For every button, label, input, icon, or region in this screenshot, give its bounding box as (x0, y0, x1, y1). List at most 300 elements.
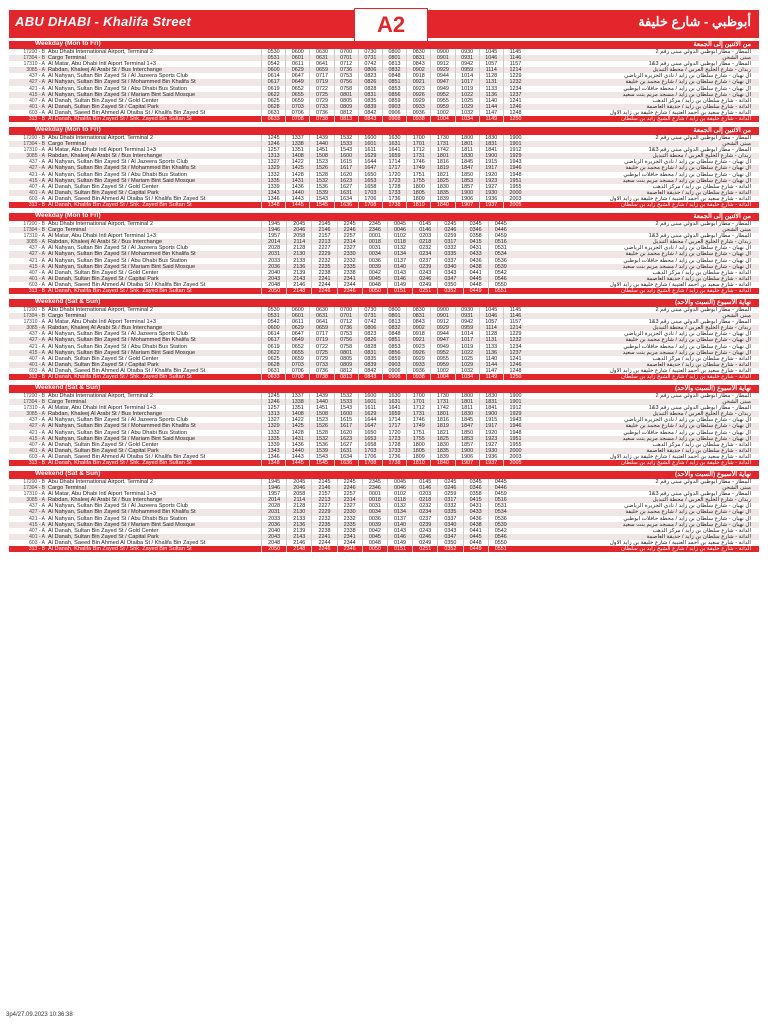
departure-time: 1937 (479, 460, 503, 466)
departure-time: 0931 (455, 55, 479, 61)
departure-time: 0239 (412, 522, 437, 528)
stop-name-ar: المطار - مطار أبوظبي الدولي مبنى رقم 2 (655, 479, 751, 485)
departure-time: 1644 (358, 159, 382, 165)
departure-time: 1617 (334, 423, 358, 429)
departure-time: 1214 (503, 325, 527, 331)
departure-time: 1133 (479, 344, 503, 350)
stop-name-ar: ربدان - شارع الخليج العربي / محطة التبديل (652, 497, 751, 504)
departure-time: 1839 (430, 196, 454, 202)
stop-name: Al Danah, Saeed Bin Ahmed Al Otaiba St / Khalifa Bin Zayed St (48, 367, 206, 374)
stop-name: Al Nahyan, Sultan Bin Zayed St / Mohammed Bin Khalifa St (48, 509, 196, 516)
departure-time: 2332 (337, 516, 362, 522)
departure-time: 1930 (479, 448, 503, 454)
departure-time: 1650 (358, 172, 382, 178)
stop-name: Al Danah, Khalifa Bin Zayed St / Shk. Zayed Bin Sultan St (48, 116, 192, 123)
departure-time: 1644 (358, 417, 382, 423)
departure-time: 0239 (412, 264, 437, 270)
departure-time: 0551 (488, 546, 513, 552)
departure-time: 1532 (334, 393, 358, 399)
departure-time: 0826 (358, 79, 382, 85)
departure-time: 0358 (463, 233, 488, 239)
departure-time: 1658 (358, 442, 382, 448)
departure-time: 0906 (382, 368, 406, 374)
stop-code: 437 - A (29, 503, 45, 510)
departure-time: 1946 (503, 423, 527, 429)
departure-time: 0931 (455, 313, 479, 319)
departure-time: 1701 (406, 399, 430, 405)
departure-time: 1742 (430, 147, 454, 153)
departure-time: 2332 (337, 258, 362, 264)
departure-time: 2040 (261, 528, 286, 534)
departure-time: 1703 (358, 448, 382, 454)
departure-time: 0812 (334, 368, 358, 374)
departure-time: 0633 (261, 116, 285, 122)
departure-time: 1751 (406, 430, 430, 436)
stop-name: Al Danah, Khalifa Bin Zayed St / Shk. Zayed Bin Sultan St (48, 546, 192, 553)
departure-time: 0550 (488, 282, 513, 288)
departure-time: 0835 (358, 98, 382, 104)
departure-time: 2114 (286, 239, 311, 245)
departure-time: 1821 (430, 430, 454, 436)
departure-time: 1601 (358, 141, 382, 147)
departure-time: 1019 (455, 344, 479, 350)
departure-time: 1738 (382, 202, 406, 208)
departure-time: 1700 (406, 393, 430, 399)
departure-time: 0433 (463, 509, 488, 515)
departure-time: 0118 (387, 239, 412, 245)
departure-time: 1749 (406, 165, 430, 171)
departure-time: 1714 (382, 159, 406, 165)
stop-code: 3085 - A (26, 67, 45, 74)
departure-time: 1620 (334, 172, 358, 178)
departure-time: 0826 (358, 337, 382, 343)
stop-name-ar: آل نهيان - شارع سلطان بن زايد / مسجد مريم بنت سعيد (622, 349, 751, 356)
departure-time: 1900 (479, 411, 503, 417)
departure-time: 1532 (309, 178, 333, 184)
departure-time: 2330 (337, 251, 362, 257)
departure-time: 1736 (382, 196, 406, 202)
stop-code: 407 - A (29, 269, 45, 276)
departure-time: 0628 (261, 104, 285, 110)
departure-time: 1629 (358, 411, 382, 417)
departure-time: 0929 (406, 356, 430, 362)
departure-time: 0249 (412, 540, 437, 546)
departure-time: 0722 (309, 344, 333, 350)
departure-time: 0809 (334, 104, 358, 110)
departure-time: 1343 (261, 190, 285, 196)
departure-time: 0031 (362, 245, 387, 251)
departure-time: 1338 (285, 141, 309, 147)
departure-time: 1348 (261, 202, 285, 208)
stop-code: 17310 - A (23, 61, 45, 68)
departure-time: 0203 (412, 233, 437, 239)
departure-time: 1025 (455, 356, 479, 362)
departure-time: 1600 (358, 135, 382, 141)
departure-time: 1241 (503, 356, 527, 362)
stop-code: 407 - A (29, 97, 45, 104)
departure-time: 1809 (406, 196, 430, 202)
departure-time: 2345 (362, 221, 387, 227)
departure-time: 0631 (261, 110, 285, 116)
departure-time: 1936 (479, 454, 503, 460)
departure-time: 1840 (430, 460, 454, 466)
stop-row (9, 374, 759, 380)
departure-time: 0959 (430, 362, 454, 368)
departure-time: 0134 (387, 251, 412, 257)
departure-time: 1004 (430, 116, 454, 122)
departure-time: 1508 (309, 153, 333, 159)
departure-time: 1730 (430, 135, 454, 141)
departure-time: 1032 (455, 368, 479, 374)
departure-time: 0431 (463, 245, 488, 251)
departure-time: 0828 (358, 86, 382, 92)
stop-name-ar: الدانة - شارع خليفة بن زايد / شارع الشيخ زايد بن سلطان (620, 460, 751, 467)
departure-time: 0132 (387, 503, 412, 509)
departure-time: 0102 (387, 233, 412, 239)
departure-time: 1955 (503, 442, 527, 448)
departure-time: 2229 (311, 509, 336, 515)
departure-time: 0703 (285, 104, 309, 110)
departure-time: 1920 (479, 430, 503, 436)
schedule-label: Weekend (Sat & Sun) (35, 384, 101, 391)
departure-time: 0736 (309, 368, 333, 374)
departure-time: 0446 (488, 227, 513, 233)
stop-code: 415 - A (29, 435, 45, 442)
departure-time: 0801 (382, 55, 406, 61)
departure-time: 2229 (311, 251, 336, 257)
departure-time: 0944 (430, 331, 454, 337)
stop-name: Al Nahyan, Sultan Bin Zayed St / Mohammed Bin Khalifa St (48, 79, 196, 86)
departure-time: 1929 (503, 153, 527, 159)
departure-time: 1809 (406, 454, 430, 460)
stop-name: Al Danah, Sultan Bin Zayed St / Capital Park (48, 103, 159, 110)
departure-time: 1539 (309, 448, 333, 454)
departure-time: 0343 (437, 528, 462, 534)
departure-time: 1536 (309, 184, 333, 190)
departure-time: 1917 (479, 423, 503, 429)
stop-name: Al Danah, Sultan Bin Zayed St / Gold Center (48, 183, 159, 190)
departure-time: 0516 (488, 497, 513, 503)
departure-time: 1641 (382, 405, 406, 411)
departure-time: 0246 (437, 227, 462, 233)
departure-time: 1332 (261, 172, 285, 178)
departure-time: 0539 (488, 522, 513, 528)
stop-code: 437 - A (29, 417, 45, 424)
departure-time: 2048 (261, 540, 286, 546)
departure-time: 1917 (479, 165, 503, 171)
departure-time: 1627 (334, 184, 358, 190)
departure-time: 1257 (261, 147, 285, 153)
stop-name: Al Nahyan, Sultan Bin Zayed St / Mohammed Bin Khalifa St (48, 423, 196, 430)
stop-name: Rabdan, Khaleej Al Arabi St / Bus Interchange (48, 411, 163, 418)
departure-time: 1835 (430, 190, 454, 196)
stop-name: Cargo Terminal (48, 313, 86, 320)
departure-time: 1703 (358, 190, 382, 196)
departure-time: 1002 (430, 368, 454, 374)
departure-time: 1145 (503, 307, 527, 313)
departure-time: 2235 (311, 522, 336, 528)
departure-time: 1847 (455, 165, 479, 171)
departure-time: 0733 (309, 104, 333, 110)
departure-time: 0959 (455, 67, 479, 73)
stop-name: Al Nahyan, Sultan Bin Zayed St / Mohammed Bin Khalifa St (48, 165, 196, 172)
departure-time: 1439 (309, 393, 333, 399)
departure-time: 0830 (406, 307, 430, 313)
departure-time: 0801 (334, 92, 358, 98)
stop-name: Al Danah, Saeed Bin Ahmed Al Otaiba St / Khalifa Bin Zayed St (48, 195, 206, 202)
stop-name: Abu Dhabi International Airport, Terminal 2 (48, 307, 153, 313)
departure-time: 0048 (362, 540, 387, 546)
stop-code: 17304 - B (23, 485, 45, 492)
departure-time: 1508 (309, 411, 333, 417)
stop-name-ar: آل نهيان - شارع سلطان بن زايد / شارع محمد بن خليفة (625, 79, 751, 86)
departure-time: 1845 (455, 417, 479, 423)
departure-time: 0001 (362, 233, 387, 239)
stop-code: 427 - A (29, 79, 45, 86)
departure-time: 1539 (309, 190, 333, 196)
stop-name: Rabdan, Khaleej Al Arabi St / Bus Interchange (48, 153, 163, 160)
departure-time: 0831 (358, 92, 382, 98)
departure-time: 0459 (488, 491, 513, 497)
departure-time: 0731 (358, 313, 382, 319)
stop-name-ar: ربدان - شارع الخليج العربي / محطة التبديل (652, 67, 751, 74)
stop-code: 603 - A (29, 195, 45, 202)
departure-time: 1533 (334, 399, 358, 405)
departure-time: 2005 (503, 460, 527, 466)
stop-name: Al Matar, Abu Dhabi Intl Aiport Terminal 1+3 (48, 147, 156, 154)
departure-time: 1523 (309, 417, 333, 423)
departure-time: 0851 (382, 337, 406, 343)
departure-time: 1246 (503, 104, 527, 110)
departure-time: 1906 (455, 454, 479, 460)
departure-time: 2133 (286, 516, 311, 522)
departure-time: 0445 (488, 479, 513, 485)
departure-time: 1022 (455, 350, 479, 356)
departure-time: 2028 (261, 503, 286, 509)
stop-name-ar: المطار - مطار أبوظبي الدولي مبنى رقم 3&1 (648, 491, 751, 498)
stop-code: 427 - A (29, 509, 45, 516)
departure-time: 2314 (337, 239, 362, 245)
departure-time: 0243 (412, 528, 437, 534)
departure-time: 1140 (479, 98, 503, 104)
departure-time: 1131 (479, 337, 503, 343)
departure-times (261, 546, 527, 552)
departure-time: 1615 (334, 159, 358, 165)
stop-name: Al Nahyan, Sultan Bin Zayed St / Mohammed Bin Khalifa St (48, 251, 196, 258)
departure-times (261, 288, 527, 294)
departure-time: 1841 (479, 405, 503, 411)
departure-time: 1019 (455, 86, 479, 92)
stop-name-ar: الدانة - شارع خليفة بن زايد / شارع الشيخ زايد بن سلطان (620, 546, 751, 553)
departure-time: 0146 (387, 534, 412, 540)
schedule-band (9, 471, 759, 479)
departure-time: 2246 (337, 485, 362, 491)
departure-time: 2045 (286, 221, 311, 227)
stop-code: 17310 - A (23, 491, 45, 498)
departure-time: 2148 (286, 546, 311, 552)
stop-code: 421 - A (29, 171, 45, 178)
stop-code: 415 - A (29, 177, 45, 184)
departure-time: 2148 (286, 288, 311, 294)
departure-time: 2241 (311, 276, 336, 282)
stop-name: Al Nahyan, Sultan Bin Zayed St / Mariam Bint Said Mosque (48, 521, 196, 528)
departure-time: 1659 (382, 411, 406, 417)
schedule-label-ar: من الاثنين إلى الجمعة (693, 127, 751, 134)
departure-time: 1523 (309, 159, 333, 165)
stop-code: 427 - A (29, 165, 45, 172)
departure-time: 0725 (309, 92, 333, 98)
schedule-label-ar: من الاثنين إلى الجمعة (693, 41, 751, 48)
departure-time: 1327 (261, 159, 285, 165)
departure-time: 1237 (503, 92, 527, 98)
departure-time: 0736 (334, 67, 358, 73)
departure-time: 1147 (479, 368, 503, 374)
schedule-band (9, 213, 759, 221)
stop-name-ar: آل نهيان - شارع سلطان بن زايد / مسجد مريم بنت سعيد (622, 91, 751, 98)
departure-time: 2136 (286, 264, 311, 270)
departure-time: 0459 (488, 233, 513, 239)
departure-time: 1329 (261, 423, 285, 429)
departure-time: 0655 (285, 92, 309, 98)
departure-time: 2048 (261, 282, 286, 288)
departure-time: 0531 (488, 503, 513, 509)
departure-time: 0445 (488, 221, 513, 227)
departure-time: 0436 (463, 516, 488, 522)
stop-name: Al Danah, Sultan Bin Zayed St / Gold Center (48, 269, 159, 276)
departure-time: 1114 (479, 67, 503, 73)
stop-code: 313 - B (28, 546, 45, 553)
stop-name-ar: الدانة - شارع خليفة بن زايد / شارع الشيخ زايد بن سلطان (620, 374, 751, 381)
departure-time: 1351 (285, 405, 309, 411)
departure-time: 0337 (437, 258, 462, 264)
departure-time: 1543 (309, 196, 333, 202)
departure-time: 0918 (406, 331, 430, 337)
stop-row (9, 546, 759, 552)
departure-time: 1830 (430, 184, 454, 190)
departure-time: 1128 (479, 73, 503, 79)
departure-time: 2003 (503, 454, 527, 460)
departure-time: 1339 (261, 442, 285, 448)
departure-time: 2139 (286, 528, 311, 534)
stop-code: 401 - A (29, 361, 45, 368)
departure-time: 0045 (387, 221, 412, 227)
departure-time: 0531 (488, 245, 513, 251)
schedule-label: Weekday (Mon to Fri) (35, 126, 101, 133)
stop-code: 401 - A (29, 447, 45, 454)
stop-code: 17200 - B (23, 307, 45, 313)
departure-time: 0332 (437, 245, 462, 251)
stop-name-ar: آل نهيان - شارع سلطان بن زايد / محطة حافلات أبوظبي (623, 429, 751, 436)
departure-time: 1346 (261, 196, 285, 202)
schedule-block (9, 385, 759, 466)
stop-code: 17304 - B (23, 399, 45, 406)
departure-time: 0942 (455, 61, 479, 67)
departure-time: 0614 (261, 73, 285, 79)
departure-time: 1801 (455, 141, 479, 147)
departure-time: 1335 (261, 178, 285, 184)
departure-time: 0539 (488, 264, 513, 270)
departure-time: 1923 (479, 436, 503, 442)
departure-time: 2146 (311, 485, 336, 491)
departure-time: 1641 (382, 147, 406, 153)
departure-times (261, 460, 527, 466)
departure-time: 2241 (311, 534, 336, 540)
departure-time: 1232 (503, 337, 527, 343)
stop-code: 3085 - A (26, 325, 45, 332)
departure-time: 0045 (387, 479, 412, 485)
departure-time: 1730 (430, 393, 454, 399)
departure-time: 0729 (309, 356, 333, 362)
stop-name-ar: آل نهيان - شارع سلطان بن زايد / مسجد مريم بنت سعيد (622, 435, 751, 442)
departure-time: 0717 (309, 73, 333, 79)
departure-time: 2128 (286, 503, 311, 509)
stop-name-ar: المطار - مطار أبوظبي الدولي مبنى رقم 2 (655, 307, 751, 313)
stop-name-ar: آل نهيان - شارع سلطان بن زايد / شارع محمد بن خليفة (625, 423, 751, 430)
departure-time: 1830 (430, 442, 454, 448)
departure-time: 1731 (406, 153, 430, 159)
departure-time: 2314 (337, 497, 362, 503)
departure-time: 1810 (406, 460, 430, 466)
departure-time: 1545 (309, 202, 333, 208)
departure-time: 1900 (503, 393, 527, 399)
departure-time: 0140 (387, 264, 412, 270)
departure-time: 2000 (503, 448, 527, 454)
departure-time: 0550 (488, 540, 513, 546)
stop-code: 427 - A (29, 423, 45, 430)
departure-time: 1528 (309, 430, 333, 436)
schedule-band (9, 385, 759, 393)
stop-code: 415 - A (29, 91, 45, 98)
departure-time: 0630 (309, 307, 333, 313)
departure-time: 0843 (406, 61, 430, 67)
departure-time: 1755 (406, 436, 430, 442)
departure-time: 0823 (358, 73, 382, 79)
stop-name: Al Danah, Khalifa Bin Zayed St / Shk. Zayed Bin Sultan St (48, 202, 192, 209)
departure-time: 1830 (479, 135, 503, 141)
departure-time: 2114 (286, 497, 311, 503)
departure-time: 1422 (285, 159, 309, 165)
stop-name-ar: الدانة - شارع خليفة بن زايد / شارع الشيخ زايد بن سلطان (620, 116, 751, 123)
departure-time: 1348 (261, 460, 285, 466)
stop-name: Abu Dhabi International Airport, Terminal 2 (48, 135, 153, 141)
stop-name: Al Matar, Abu Dhabi Intl Aiport Terminal 1+3 (48, 61, 156, 68)
stop-name: Cargo Terminal (48, 141, 86, 148)
departure-time: 1957 (261, 233, 286, 239)
departure-time: 0856 (382, 92, 406, 98)
stop-name-ar: آل نهيان - شارع سلطان بن زايد / مسجد مريم بنت سعيد (622, 177, 751, 184)
departure-time: 2344 (337, 282, 362, 288)
departure-time: 0700 (334, 307, 358, 313)
departure-time: 0842 (358, 110, 382, 116)
stop-name: Al Danah, Sultan Bin Zayed St / Capital Park (48, 533, 159, 540)
departure-time: 0438 (463, 264, 488, 270)
departure-time: 1749 (406, 423, 430, 429)
route-title-en: ABU DHABI - Khalifa Street (15, 14, 192, 29)
departure-time: 1627 (334, 442, 358, 448)
schedule-block (9, 471, 759, 552)
stop-code: 17304 - B (23, 227, 45, 234)
departure-time: 1720 (382, 172, 406, 178)
departure-time: 1900 (455, 190, 479, 196)
departure-time: 0955 (430, 98, 454, 104)
departure-time: 0600 (285, 49, 309, 55)
departure-time: 0631 (309, 313, 333, 319)
departure-time: 1900 (455, 448, 479, 454)
departure-time: 0712 (334, 61, 358, 67)
departure-time: 1431 (285, 178, 309, 184)
departure-time: 0758 (334, 344, 358, 350)
stop-name: Al Nahyan, Sultan Bin Zayed St / Mohammed Bin Khalifa St (48, 337, 196, 344)
